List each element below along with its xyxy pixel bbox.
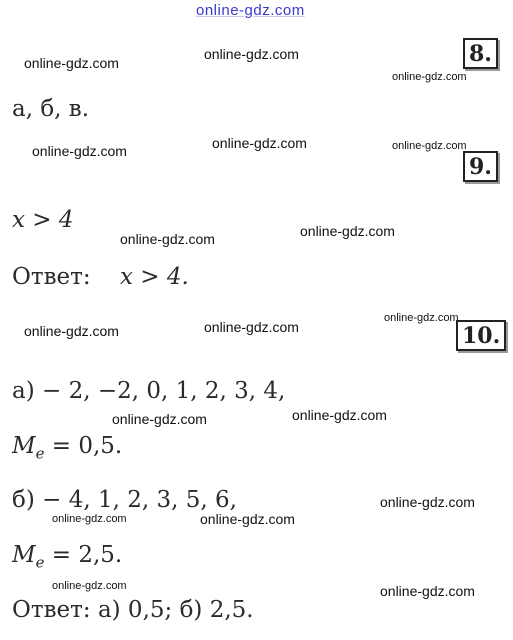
- watermark: online-gdz.com: [200, 511, 295, 527]
- problem-number-8: 8.: [463, 38, 498, 69]
- watermark: online-gdz.com: [32, 143, 127, 159]
- median-symbol: M: [12, 542, 36, 568]
- answer-value: а) 0,5; б) 2,5.: [97, 597, 254, 623]
- problem-number-9: 9.: [463, 151, 498, 182]
- problem-10-median-a: [12, 433, 122, 463]
- top-watermark-link[interactable]: online-gdz.com: [196, 2, 305, 19]
- problem-8-answer: а, б, в.: [12, 96, 90, 122]
- problem-10-answer: [12, 597, 254, 623]
- watermark: online-gdz.com: [292, 407, 387, 423]
- watermark: online-gdz.com: [380, 494, 475, 510]
- problem-number-10: 10.: [456, 320, 506, 351]
- watermark: online-gdz.com: [112, 411, 207, 427]
- problem-9-inequality: x > 4: [12, 207, 74, 233]
- watermark: online-gdz.com: [300, 223, 395, 239]
- problem-10-sequence-b: б) − 4, 1, 2, 3, 5, 6,: [12, 487, 237, 513]
- watermark: online-gdz.com: [204, 46, 299, 62]
- watermark: online-gdz.com: [204, 319, 299, 335]
- watermark: online-gdz.com: [52, 513, 127, 525]
- median-subscript: e: [35, 553, 45, 572]
- watermark: online-gdz.com: [24, 55, 119, 71]
- answer-label: Ответ:: [12, 597, 91, 623]
- watermark: online-gdz.com: [392, 140, 467, 152]
- median-value: = 2,5.: [44, 542, 123, 568]
- median-symbol: M: [12, 433, 36, 459]
- problem-9-answer-value: x > 4.: [120, 264, 189, 290]
- problem-10-sequence-a: а) − 2, −2, 0, 1, 2, 3, 4,: [12, 378, 286, 404]
- watermark: online-gdz.com: [120, 231, 215, 247]
- median-subscript: e: [35, 444, 45, 463]
- watermark: online-gdz.com: [212, 135, 307, 151]
- problem-9-answer-label: Ответ:: [12, 264, 91, 290]
- median-value: = 0,5.: [44, 433, 123, 459]
- watermark: online-gdz.com: [384, 312, 459, 324]
- watermark: online-gdz.com: [392, 71, 467, 83]
- watermark: online-gdz.com: [52, 580, 127, 592]
- watermark: online-gdz.com: [24, 323, 119, 339]
- problem-10-median-b: [12, 542, 122, 572]
- watermark: online-gdz.com: [380, 583, 475, 599]
